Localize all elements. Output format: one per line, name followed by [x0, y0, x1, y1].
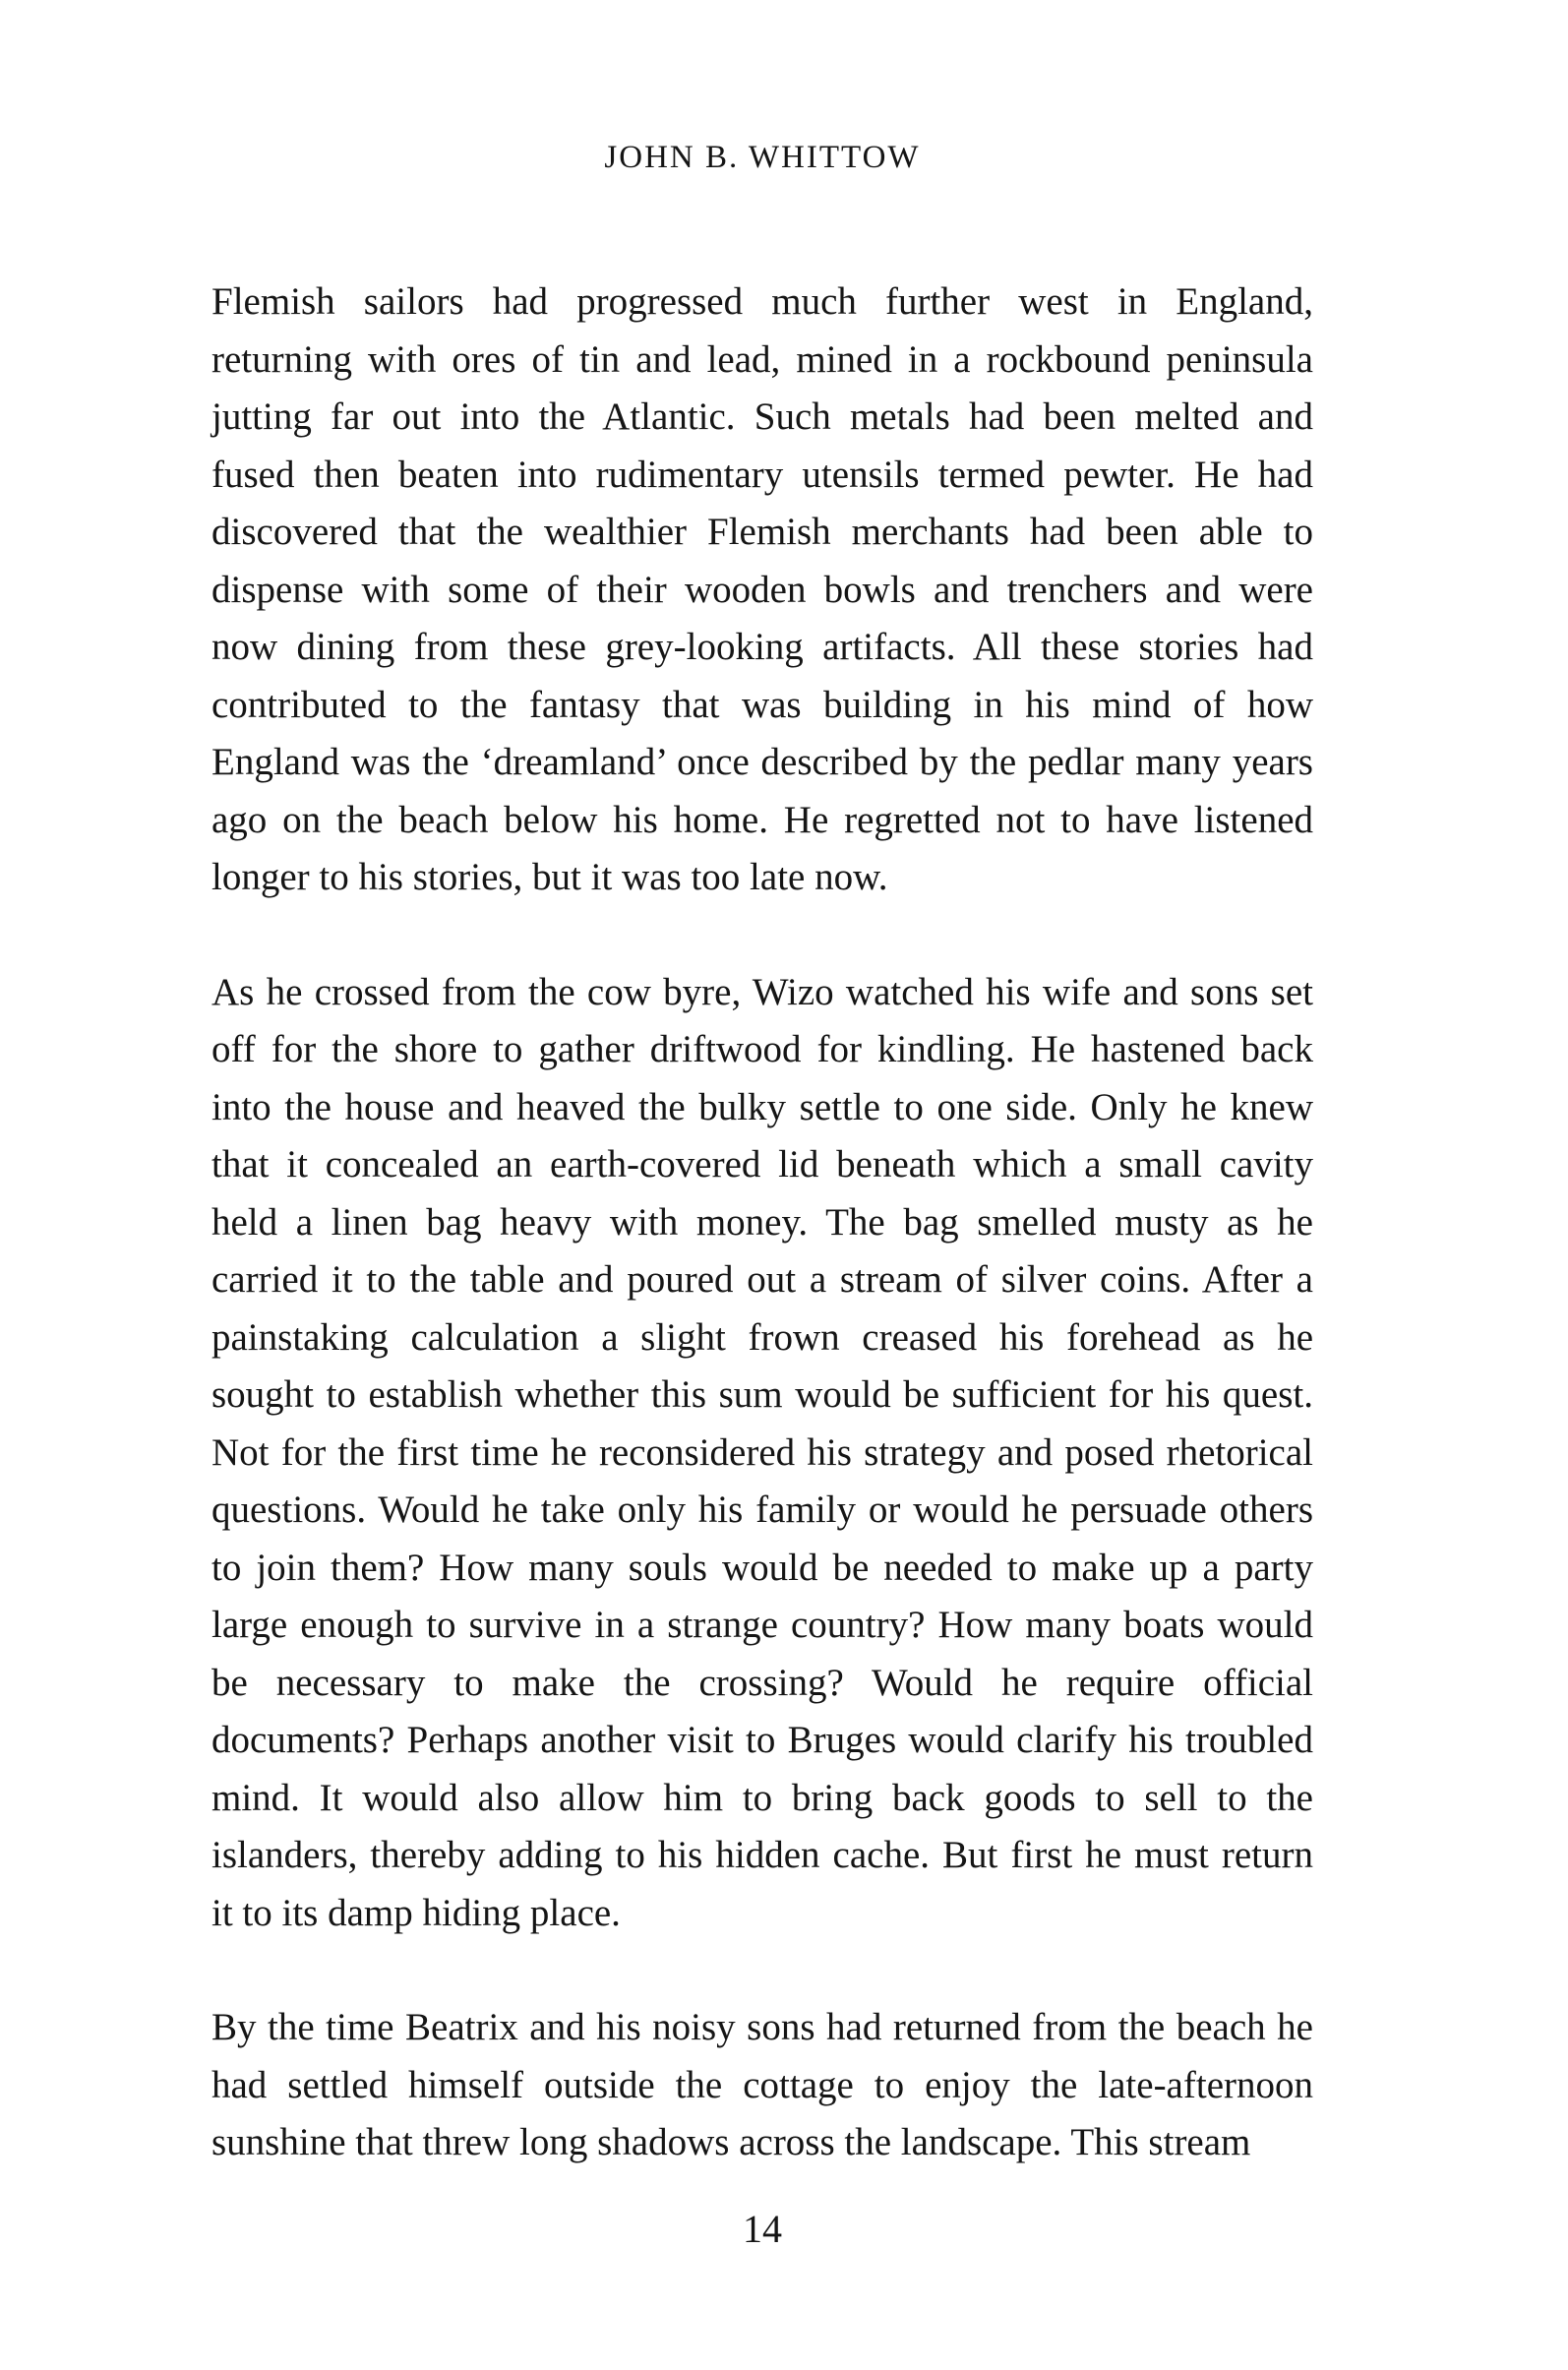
text-line: carried it to the table and poured out a stream of silver coins. After a [211, 1258, 1313, 1301]
text-line: mind. It would also allow him to bring back goods to sell to the [211, 1776, 1313, 1819]
text-line: be necessary to make the crossing? Would he require official [211, 1661, 1313, 1704]
text-line: had settled himself outside the cottage to enjoy the late-afternoon [211, 2063, 1313, 2106]
text-line: questions. Would he take only his family or would he persuade others [211, 1489, 1313, 1531]
text-line: held a linen bag heavy with money. The bag smelled musty as he [211, 1200, 1313, 1244]
text-line: sunshine that threw long shadows across the landscape. This stream [211, 2121, 1251, 2163]
text-line: off for the shore to gather driftwood for kindling. He hastened back [211, 1028, 1313, 1070]
text-line: England was the ‘dreamland’ once described by the pedlar many years [211, 741, 1313, 783]
text-line: into the house and heaved the bulky settle to one side. Only he knew [211, 1085, 1313, 1128]
text-line: By the time Beatrix and his noisy sons had returned from the beach he [211, 2006, 1313, 2048]
page-number: 14 [743, 2207, 782, 2251]
text-line: As he crossed from the cow byre, Wizo watched his wife and sons set [211, 970, 1313, 1013]
text-line: returning with ores of tin and lead, mined in a rockbound peninsula [211, 337, 1313, 381]
text-line: large enough to survive in a strange country? How many boats would [211, 1604, 1313, 1646]
paragraph-2 [211, 964, 1313, 1943]
text-line: contributed to the fantasy that was building in his mind of how [211, 683, 1313, 726]
text-line: fused then beaten into rudimentary utensils termed pewter. He had [211, 453, 1313, 496]
text-line: jutting far out into the Atlantic. Such metals had been melted and [211, 395, 1313, 438]
text-line: Flemish sailors had progressed much further west in England, [211, 280, 1313, 323]
text-line: painstaking calculation a slight frown creased his forehead as he [211, 1315, 1313, 1359]
text-line: dispense with some of their wooden bowls and trenchers and were [211, 568, 1313, 611]
text-line: discovered that the wealthier Flemish merchants had been able to [211, 511, 1313, 553]
text-line: to join them? How many souls would be needed to make up a party [211, 1546, 1313, 1589]
running-header: JOHN B. WHITTOW [604, 140, 921, 175]
text-line: now dining from these grey-looking artifacts. All these stories had [211, 626, 1313, 668]
text-line: ago on the beach below his home. He regretted not to have listened [211, 798, 1313, 841]
text-line: that it concealed an earth-covered lid beneath which a small cavity [211, 1143, 1313, 1185]
text-line: longer to his stories, but it was too late now. [211, 856, 888, 898]
paragraph-3 [211, 1999, 1313, 2172]
text-line: sought to establish whether this sum would be sufficient for his quest. [211, 1373, 1313, 1416]
text-line: documents? Perhaps another visit to Bruges would clarify his troubled [211, 1719, 1313, 1761]
text-line: Not for the first time he reconsidered his strategy and posed rhetorical [211, 1430, 1313, 1474]
paragraph-1 [211, 273, 1313, 907]
text-line: it to its damp hiding place. [211, 1891, 621, 1934]
text-line: islanders, thereby adding to his hidden cache. But first he must return [211, 1834, 1313, 1876]
body-text [211, 273, 1313, 2172]
